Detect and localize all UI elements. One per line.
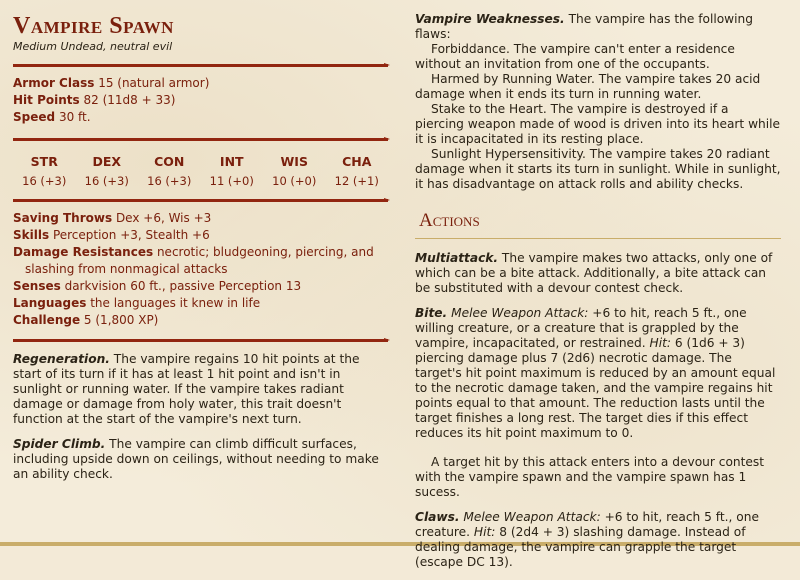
hit-label: Hit: [473, 525, 496, 539]
ability-score: 10 (+0) [272, 174, 317, 188]
trait-name: Vampire Weaknesses. [415, 12, 565, 26]
languages [13, 295, 388, 312]
action-multiattack [415, 251, 781, 296]
trait-name: Regeneration. [13, 352, 110, 366]
ability-score: 12 (+1) [334, 174, 379, 188]
ability-name: STR [30, 154, 58, 169]
skills [13, 227, 388, 244]
action-name: Multiattack. [415, 251, 499, 265]
weakness-stake: Stake to the Heart. The vampire is destroyed if a piercing weapon made of wood is driven into its heart while it is incapacitated in its resting place. [415, 102, 781, 146]
monster-type: Medium Undead, neutral evil [13, 40, 173, 53]
saving-throws-value: Dex +6, Wis +3 [115, 211, 212, 225]
actions-rule [415, 238, 781, 239]
ability-name: INT [219, 154, 244, 169]
trait-text: The vampire regains 10 hit points at the start of its turn if it has at least 1 hit point and isn't in sunlight or running water. If the vampire takes radiant damage or damage from holy water, this trait doesn't function at the start of the vampire's next turn. [13, 352, 360, 426]
skills-label: Skills [13, 228, 50, 242]
speed [13, 109, 388, 126]
ability-name: CON [154, 154, 185, 169]
hit-points-value: 82 (11d8 + 33) [83, 93, 176, 107]
ability-score: 11 (+0) [209, 174, 254, 188]
senses-label: Senses [13, 279, 61, 293]
damage-resistances-label: Damage Resistances [13, 245, 154, 259]
tapered-rule [13, 64, 388, 67]
ability-name: WIS [280, 154, 308, 169]
action-bite-extra: A target hit by this attack enters into a devour contest with the vampire spawn and the vampire spawn has 1 sucess. [415, 455, 765, 499]
challenge [13, 312, 388, 329]
ability-dex [76, 149, 139, 189]
ability-wis [263, 149, 326, 189]
senses [13, 278, 388, 295]
action-text: +6 to hit, reach 5 ft., one creature. [415, 510, 759, 539]
tapered-rule [13, 199, 388, 202]
monster-name: Vampire Spawn [13, 13, 174, 39]
action-claws [415, 510, 781, 570]
languages-label: Languages [13, 296, 87, 310]
action-text: 8 (2d4 + 3) slashing damage. Instead of dealing damage, the vampire can grapple the target (escape DC 13). [415, 525, 746, 569]
ability-score: 16 (+3) [22, 174, 67, 188]
action-text: 6 (1d6 + 3) piercing damage plus 7 (2d6) necrotic damage. The target's hit point maximum is reduced by an amount equal to the necrotic damage taken, and the vampire regains hit points equal to that amount. The reduction lasts until the target finishes a long rest. The target dies if this effect reduces its hit point maximum to 0. [415, 336, 776, 440]
trait-text: The vampire has the following flaws: [415, 12, 753, 41]
attack-type: Melee Weapon Attack: [451, 306, 589, 320]
saving-throws [13, 210, 388, 227]
right-column [415, 12, 781, 580]
hit-points-label: Hit Points [13, 93, 80, 107]
action-text: +6 to hit, reach 5 ft., one willing creature, or a creature that is grappled by the vampire, incapacitated, or restrained. [415, 306, 747, 350]
challenge-value: 5 (1,800 XP) [83, 313, 159, 327]
senses-value: darkvision 60 ft., passive Perception 13 [64, 279, 302, 293]
challenge-label: Challenge [13, 313, 81, 327]
hit-label: Hit: [649, 336, 671, 350]
left-column [13, 12, 388, 492]
ability-str [13, 149, 76, 189]
trait-spider-climb [13, 437, 388, 482]
damage-resistances-value: necrotic; bludgeoning, piercing, and slashing from nonmagical attacks [25, 245, 374, 276]
armor-class [13, 75, 388, 92]
hit-points [13, 92, 388, 109]
speed-label: Speed [13, 110, 56, 124]
ability-score: 16 (+3) [84, 174, 129, 188]
trait-regeneration [13, 352, 388, 427]
armor-class-label: Armor Class [13, 76, 95, 90]
ability-score: 16 (+3) [147, 174, 192, 188]
trait-vampire-weaknesses [415, 12, 781, 42]
actions-heading: Actions [419, 210, 480, 231]
tapered-rule [13, 138, 388, 141]
trait-text: The vampire can climb difficult surfaces, including upside down on ceilings, without needing to make an ability check. [13, 437, 379, 481]
armor-class-value: 15 (natural armor) [98, 76, 210, 90]
weakness-running-water: Harmed by Running Water. The vampire takes 20 acid damage when it ends its turn in running water. [415, 72, 761, 101]
action-name: Bite. [415, 306, 448, 320]
core-stats [13, 75, 388, 126]
weakness-sunlight: Sunlight Hypersensitivity. The vampire takes 20 radiant damage when it starts its turn in sunlight. While in sunlight, it has disadvantage on attack rolls and ability checks. [415, 147, 781, 191]
action-text: The vampire makes two attacks, only one of which can be a bite attack. Additionally, a bite attack can be substituted with a devour contest check. [415, 251, 773, 295]
damage-resistances [13, 244, 388, 278]
trait-name: Spider Climb. [13, 437, 106, 451]
secondary-stats [13, 210, 388, 329]
ability-name: DEX [92, 154, 122, 169]
speed-value: 30 ft. [58, 110, 91, 124]
weakness-forbiddance: Forbiddance. The vampire can't enter a residence without an invitation from one of the occupants. [415, 42, 735, 71]
action-name: Claws. [415, 510, 460, 524]
ability-con [138, 149, 201, 189]
ability-name: CHA [342, 154, 372, 169]
ability-scores [13, 149, 388, 189]
languages-value: the languages it knew in life [90, 296, 261, 310]
tapered-rule [13, 339, 388, 342]
attack-type: Melee Weapon Attack: [463, 510, 601, 524]
saving-throws-label: Saving Throws [13, 211, 113, 225]
action-bite [415, 306, 781, 441]
skills-value: Perception +3, Stealth +6 [52, 228, 210, 242]
ability-cha [326, 149, 389, 189]
ability-int [201, 149, 264, 189]
